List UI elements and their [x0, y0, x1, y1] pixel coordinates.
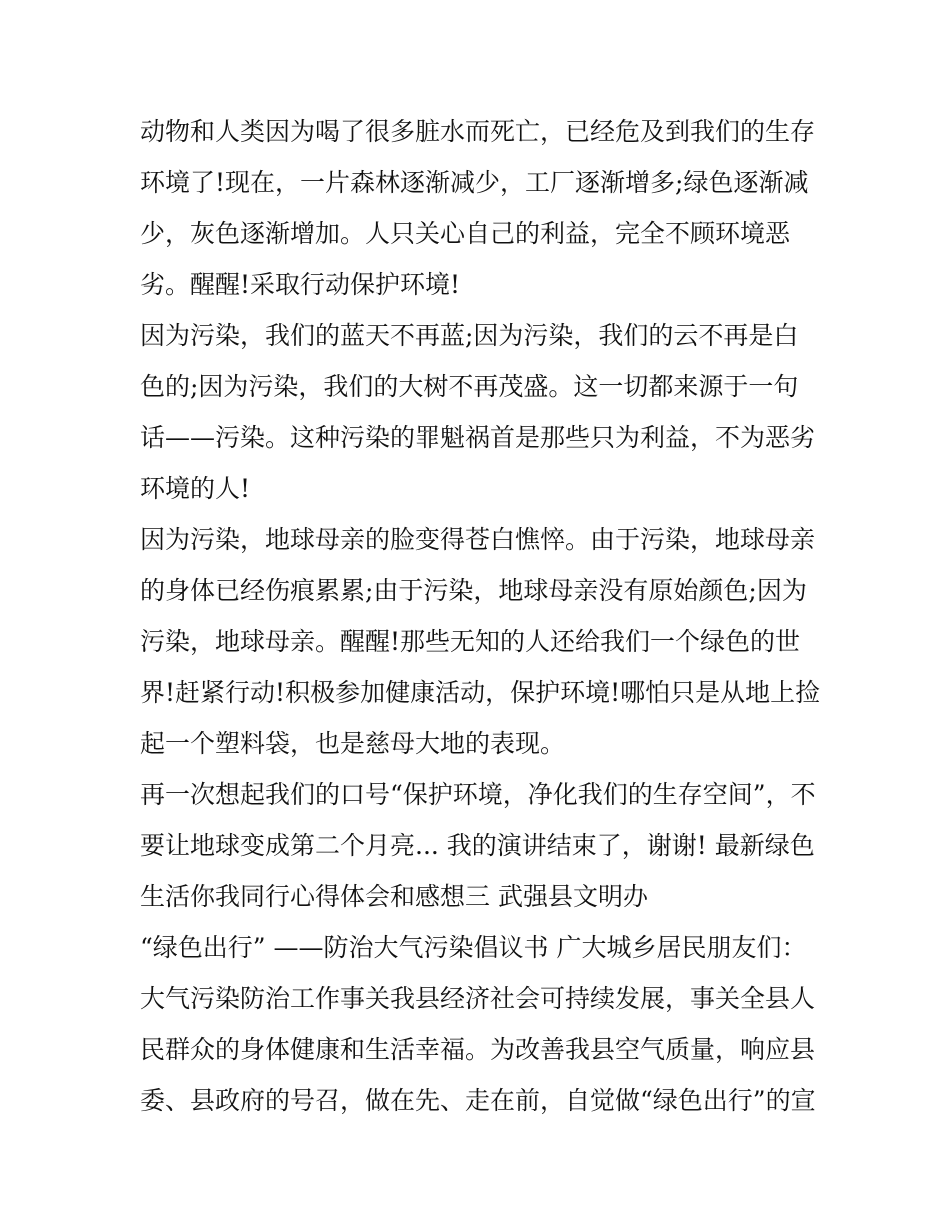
text-line: 污染，地球母亲。醒醒!那些无知的人还给我们一个绿色的世 [140, 627, 801, 656]
text-line: 因为污染，地球母亲的脸变得苍白憔悴。由于污染，地球母亲 [140, 525, 816, 554]
text-line: 动物和人类因为喝了很多脏水而死亡，已经危及到我们的生存 [140, 117, 816, 146]
text-line: 大气污染防治工作事关我县经济社会可持续发展，事关全县人 [140, 984, 816, 1013]
text-line: 色的;因为污染，我们的大树不再茂盛。这一切都来源于一句 [140, 372, 799, 401]
text-line: 因为污染，我们的蓝天不再蓝;因为污染，我们的云不再是白 [140, 321, 799, 350]
text-line: 起一个塑料袋，也是慈母大地的表现。 [140, 729, 566, 758]
text-line: 少，灰色逐渐增加。人只关心自己的利益，完全不顾环境恶 [140, 219, 791, 248]
text-line: 环境了!现在，一片森林逐渐减少，工厂逐渐增多;绿色逐渐减 [140, 168, 809, 197]
text-line: 生活你我同行心得体会和感想三 武强县文明办 [140, 882, 648, 911]
text-line: 要让地球变成第二个月亮... 我的演讲结束了，谢谢! 最新绿色 [140, 831, 815, 860]
text-line: 劣。醒醒!采取行动保护环境! [140, 270, 461, 299]
text-line: 的身体已经伤痕累累;由于污染，地球母亲没有原始颜色;因为 [140, 576, 807, 605]
text-line: 再一次想起我们的口号“保护环境，净化我们的生存空间”，不 [140, 780, 816, 809]
text-line: 环境的人! [140, 474, 251, 503]
text-line: 界!赶紧行动!积极参加健康活动，保护环境!哪怕只是从地上捡 [140, 678, 821, 707]
text-line: 话——污染。这种污染的罪魁祸首是那些只为利益，不为恶劣 [140, 423, 816, 452]
text-line: 民群众的身体健康和生活幸福。为改善我县空气质量，响应县 [140, 1035, 816, 1064]
text-line: 委、县政府的号召，做在先、走在前，自觉做“绿色出行”的宣 [140, 1086, 816, 1115]
document-body [140, 106, 820, 1126]
text-line: “绿色出行” ——防治大气污染倡议书 广大城乡居民朋友们： [140, 933, 807, 962]
